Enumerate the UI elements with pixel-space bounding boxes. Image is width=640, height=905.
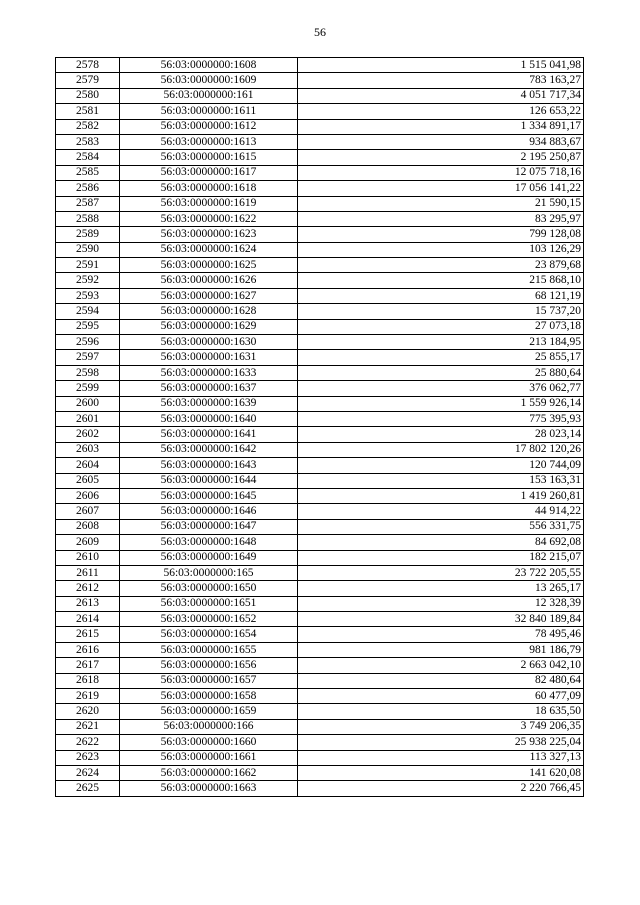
row-number-cell: 2603 (56, 442, 120, 457)
cadastral-number-cell: 56:03:0000000:1643 (120, 458, 298, 473)
cadastral-number-cell: 56:03:0000000:161 (120, 88, 298, 103)
cadastral-value-cell: 182 215,07 (298, 550, 584, 565)
cadastral-value-cell: 44 914,22 (298, 504, 584, 519)
row-number-cell: 2608 (56, 519, 120, 534)
cadastral-value-cell: 1 559 926,14 (298, 396, 584, 411)
table-row (56, 365, 584, 380)
cadastral-value-cell: 783 163,27 (298, 73, 584, 88)
table-row (56, 504, 584, 519)
table-row (56, 258, 584, 273)
cadastral-value-cell: 83 295,97 (298, 211, 584, 226)
cadastral-number-cell: 56:03:0000000:1622 (120, 211, 298, 226)
cadastral-value-cell: 126 653,22 (298, 104, 584, 119)
table-row (56, 427, 584, 442)
cadastral-number-cell: 56:03:0000000:1609 (120, 73, 298, 88)
row-number-cell: 2625 (56, 781, 120, 796)
row-number-cell: 2599 (56, 381, 120, 396)
cadastral-number-cell: 56:03:0000000:1637 (120, 381, 298, 396)
cadastral-number-cell: 56:03:0000000:1608 (120, 58, 298, 73)
cadastral-value-cell: 25 938 225,04 (298, 735, 584, 750)
cadastral-number-cell: 56:03:0000000:1660 (120, 735, 298, 750)
table-row (56, 242, 584, 257)
table-row (56, 581, 584, 596)
cadastral-number-cell: 56:03:0000000:1654 (120, 627, 298, 642)
cadastral-number-cell: 56:03:0000000:1615 (120, 150, 298, 165)
cadastral-number-cell: 56:03:0000000:1655 (120, 642, 298, 657)
row-number-cell: 2623 (56, 750, 120, 765)
table-row (56, 735, 584, 750)
row-number-cell: 2589 (56, 227, 120, 242)
row-number-cell: 2615 (56, 627, 120, 642)
cadastral-value-cell: 113 327,13 (298, 750, 584, 765)
row-number-cell: 2621 (56, 719, 120, 734)
cadastral-number-cell: 56:03:0000000:1623 (120, 227, 298, 242)
cadastral-value-cell: 82 480,64 (298, 673, 584, 688)
table-row (56, 473, 584, 488)
table-row (56, 350, 584, 365)
cadastral-value-cell: 32 840 189,84 (298, 612, 584, 627)
cadastral-number-cell: 56:03:0000000:1640 (120, 411, 298, 426)
cadastral-value-cell: 12 075 718,16 (298, 165, 584, 180)
cadastral-value-cell: 141 620,08 (298, 765, 584, 780)
table-row (56, 673, 584, 688)
table-row (56, 458, 584, 473)
cadastral-value-cell: 2 663 042,10 (298, 658, 584, 673)
cadastral-value-cell: 23 879,68 (298, 258, 584, 273)
row-number-cell: 2579 (56, 73, 120, 88)
cadastral-value-cell: 1 419 260,81 (298, 488, 584, 503)
cadastral-value-cell: 3 749 206,35 (298, 719, 584, 734)
row-number-cell: 2580 (56, 88, 120, 103)
cadastral-value-cell: 68 121,19 (298, 288, 584, 303)
cadastral-value-cell: 215 868,10 (298, 273, 584, 288)
cadastral-number-cell: 56:03:0000000:1641 (120, 427, 298, 442)
cadastral-number-cell: 56:03:0000000:1652 (120, 612, 298, 627)
table-row (56, 781, 584, 796)
row-number-cell: 2586 (56, 181, 120, 196)
table-row (56, 335, 584, 350)
page-number: 56 (314, 25, 326, 39)
table-row (56, 134, 584, 149)
cadastral-value-cell: 28 023,14 (298, 427, 584, 442)
cadastral-number-cell: 56:03:0000000:1651 (120, 596, 298, 611)
table-row (56, 750, 584, 765)
row-number-cell: 2581 (56, 104, 120, 119)
cadastral-number-cell: 56:03:0000000:1650 (120, 581, 298, 596)
cadastral-number-cell: 56:03:0000000:1649 (120, 550, 298, 565)
cadastral-value-cell: 84 692,08 (298, 535, 584, 550)
cadastral-number-cell: 56:03:0000000:1663 (120, 781, 298, 796)
table-row (56, 381, 584, 396)
table-row (56, 211, 584, 226)
cadastral-number-cell: 56:03:0000000:1648 (120, 535, 298, 550)
table-row (56, 396, 584, 411)
cadastral-number-cell: 56:03:0000000:1630 (120, 335, 298, 350)
row-number-cell: 2616 (56, 642, 120, 657)
table-row (56, 612, 584, 627)
cadastral-value-cell: 376 062,77 (298, 381, 584, 396)
table-row (56, 104, 584, 119)
table-row (56, 658, 584, 673)
cadastral-number-cell: 56:03:0000000:1612 (120, 119, 298, 134)
cadastral-value-cell: 13 265,17 (298, 581, 584, 596)
row-number-cell: 2624 (56, 765, 120, 780)
cadastral-value-cell: 60 477,09 (298, 689, 584, 704)
row-number-cell: 2600 (56, 396, 120, 411)
cadastral-number-cell: 56:03:0000000:1657 (120, 673, 298, 688)
table-row (56, 196, 584, 211)
table-row (56, 565, 584, 580)
cadastral-number-cell: 56:03:0000000:1626 (120, 273, 298, 288)
row-number-cell: 2595 (56, 319, 120, 334)
table-row (56, 88, 584, 103)
table-row (56, 119, 584, 134)
row-number-cell: 2598 (56, 365, 120, 380)
row-number-cell: 2592 (56, 273, 120, 288)
row-number-cell: 2582 (56, 119, 120, 134)
table-row (56, 319, 584, 334)
cadastral-value-cell: 27 073,18 (298, 319, 584, 334)
cadastral-number-cell: 56:03:0000000:1642 (120, 442, 298, 457)
cadastral-value-cell: 15 737,20 (298, 304, 584, 319)
cadastral-number-cell: 56:03:0000000:1644 (120, 473, 298, 488)
cadastral-number-cell: 56:03:0000000:1624 (120, 242, 298, 257)
cadastral-value-cell: 799 128,08 (298, 227, 584, 242)
cadastral-number-cell: 56:03:0000000:1661 (120, 750, 298, 765)
table-row (56, 181, 584, 196)
cadastral-number-cell: 56:03:0000000:1613 (120, 134, 298, 149)
row-number-cell: 2620 (56, 704, 120, 719)
cadastral-value-cell: 21 590,15 (298, 196, 584, 211)
cadastral-value-cell: 981 186,79 (298, 642, 584, 657)
table-row (56, 704, 584, 719)
table-row (56, 642, 584, 657)
cadastral-value-cell: 1 515 041,98 (298, 58, 584, 73)
row-number-cell: 2596 (56, 335, 120, 350)
row-number-cell: 2593 (56, 288, 120, 303)
table-row (56, 165, 584, 180)
row-number-cell: 2583 (56, 134, 120, 149)
table-row (56, 519, 584, 534)
cadastral-number-cell: 56:03:0000000:1611 (120, 104, 298, 119)
cadastral-number-cell: 56:03:0000000:1633 (120, 365, 298, 380)
table-row (56, 689, 584, 704)
row-number-cell: 2607 (56, 504, 120, 519)
row-number-cell: 2606 (56, 488, 120, 503)
row-number-cell: 2601 (56, 411, 120, 426)
table-row (56, 150, 584, 165)
cadastral-value-cell: 2 195 250,87 (298, 150, 584, 165)
table-row (56, 227, 584, 242)
table-row (56, 288, 584, 303)
cadastral-number-cell: 56:03:0000000:1659 (120, 704, 298, 719)
cadastral-value-cell: 23 722 205,55 (298, 565, 584, 580)
row-number-cell: 2602 (56, 427, 120, 442)
table-row (56, 73, 584, 88)
cadastral-number-cell: 56:03:0000000:1627 (120, 288, 298, 303)
cadastral-number-cell: 56:03:0000000:1645 (120, 488, 298, 503)
row-number-cell: 2610 (56, 550, 120, 565)
cadastral-value-cell: 153 163,31 (298, 473, 584, 488)
cadastral-number-cell: 56:03:0000000:1625 (120, 258, 298, 273)
cadastral-value-cell: 775 395,93 (298, 411, 584, 426)
row-number-cell: 2611 (56, 565, 120, 580)
cadastral-number-cell: 56:03:0000000:1662 (120, 765, 298, 780)
cadastral-value-cell: 25 880,64 (298, 365, 584, 380)
cadastral-number-cell: 56:03:0000000:1639 (120, 396, 298, 411)
table-row (56, 765, 584, 780)
cadastral-number-cell: 56:03:0000000:1656 (120, 658, 298, 673)
table-row (56, 627, 584, 642)
cadastral-number-cell: 56:03:0000000:1658 (120, 689, 298, 704)
cadastral-value-table (55, 57, 584, 797)
cadastral-value-cell: 1 334 891,17 (298, 119, 584, 134)
cadastral-value-cell: 934 883,67 (298, 134, 584, 149)
cadastral-value-cell: 78 495,46 (298, 627, 584, 642)
cadastral-value-cell: 12 328,39 (298, 596, 584, 611)
cadastral-number-cell: 56:03:0000000:165 (120, 565, 298, 580)
cadastral-number-cell: 56:03:0000000:1647 (120, 519, 298, 534)
table-row (56, 304, 584, 319)
cadastral-value-cell: 25 855,17 (298, 350, 584, 365)
cadastral-number-cell: 56:03:0000000:1618 (120, 181, 298, 196)
row-number-cell: 2594 (56, 304, 120, 319)
row-number-cell: 2590 (56, 242, 120, 257)
row-number-cell: 2588 (56, 211, 120, 226)
row-number-cell: 2604 (56, 458, 120, 473)
row-number-cell: 2618 (56, 673, 120, 688)
cadastral-number-cell: 56:03:0000000:1619 (120, 196, 298, 211)
table-row (56, 411, 584, 426)
cadastral-value-cell: 2 220 766,45 (298, 781, 584, 796)
cadastral-value-cell: 556 331,75 (298, 519, 584, 534)
cadastral-number-cell: 56:03:0000000:1631 (120, 350, 298, 365)
cadastral-value-cell: 18 635,50 (298, 704, 584, 719)
row-number-cell: 2578 (56, 58, 120, 73)
table-row (56, 58, 584, 73)
row-number-cell: 2587 (56, 196, 120, 211)
cadastral-number-cell: 56:03:0000000:1628 (120, 304, 298, 319)
cadastral-value-cell: 17 056 141,22 (298, 181, 584, 196)
row-number-cell: 2591 (56, 258, 120, 273)
cadastral-number-cell: 56:03:0000000:1617 (120, 165, 298, 180)
cadastral-value-cell: 103 126,29 (298, 242, 584, 257)
table-body (56, 58, 584, 797)
row-number-cell: 2585 (56, 165, 120, 180)
table-row (56, 719, 584, 734)
table-row (56, 596, 584, 611)
row-number-cell: 2605 (56, 473, 120, 488)
cadastral-number-cell: 56:03:0000000:1629 (120, 319, 298, 334)
table-row (56, 442, 584, 457)
row-number-cell: 2609 (56, 535, 120, 550)
cadastral-number-cell: 56:03:0000000:1646 (120, 504, 298, 519)
row-number-cell: 2613 (56, 596, 120, 611)
row-number-cell: 2614 (56, 612, 120, 627)
cadastral-value-cell: 4 051 717,34 (298, 88, 584, 103)
table-row (56, 535, 584, 550)
table-row (56, 273, 584, 288)
cadastral-value-cell: 120 744,09 (298, 458, 584, 473)
table-row (56, 488, 584, 503)
cadastral-value-cell: 213 184,95 (298, 335, 584, 350)
row-number-cell: 2584 (56, 150, 120, 165)
cadastral-value-cell: 17 802 120,26 (298, 442, 584, 457)
row-number-cell: 2619 (56, 689, 120, 704)
row-number-cell: 2612 (56, 581, 120, 596)
cadastral-number-cell: 56:03:0000000:166 (120, 719, 298, 734)
row-number-cell: 2597 (56, 350, 120, 365)
row-number-cell: 2617 (56, 658, 120, 673)
row-number-cell: 2622 (56, 735, 120, 750)
table-row (56, 550, 584, 565)
